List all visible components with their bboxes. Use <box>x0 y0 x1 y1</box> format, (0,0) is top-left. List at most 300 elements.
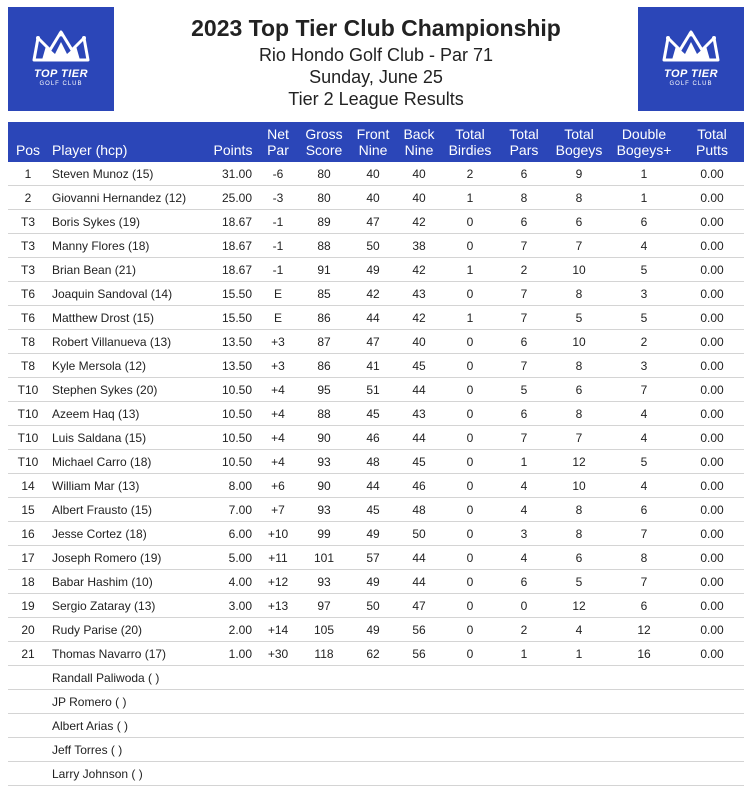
cell-birdies: 0 <box>442 210 498 234</box>
col-pos: Pos <box>8 122 48 162</box>
cell-pars: 8 <box>498 186 550 210</box>
col-front-nine: Front Nine <box>350 122 396 162</box>
cell-gross-score: 90 <box>298 426 350 450</box>
logo-text-top-tier: TOP TIER <box>33 68 89 80</box>
cell-player: Giovanni Hernandez (12) <box>48 186 208 210</box>
cell-putts: 0.00 <box>680 594 744 618</box>
cell-double-bogeys: 16 <box>608 642 680 666</box>
cell-gross-score: 95 <box>298 378 350 402</box>
cell-back-nine: 56 <box>396 642 442 666</box>
cell-front-nine: 50 <box>350 234 396 258</box>
cell-pars <box>498 666 550 690</box>
cell-double-bogeys: 6 <box>608 594 680 618</box>
cell-pos: 1 <box>8 162 48 186</box>
table-row <box>8 330 744 354</box>
cell-birdies: 0 <box>442 642 498 666</box>
cell-points: 10.50 <box>208 426 258 450</box>
cell-front-nine: 40 <box>350 186 396 210</box>
cell-double-bogeys: 5 <box>608 306 680 330</box>
cell-net-par: +12 <box>258 570 298 594</box>
cell-points <box>208 714 258 738</box>
cell-putts <box>680 762 744 786</box>
cell-front-nine: 49 <box>350 570 396 594</box>
cell-bogeys: 8 <box>550 354 608 378</box>
cell-gross-score: 85 <box>298 282 350 306</box>
cell-net-par: +14 <box>258 618 298 642</box>
cell-double-bogeys: 5 <box>608 450 680 474</box>
table-row <box>8 210 744 234</box>
cell-pos: 17 <box>8 546 48 570</box>
cell-front-nine: 49 <box>350 258 396 282</box>
cell-pos <box>8 762 48 786</box>
cell-player: Jeff Torres ( ) <box>48 738 208 762</box>
cell-pos: T10 <box>8 402 48 426</box>
cell-points: 15.50 <box>208 282 258 306</box>
cell-back-nine: 42 <box>396 258 442 282</box>
cell-bogeys: 5 <box>550 570 608 594</box>
cell-pos: 2 <box>8 186 48 210</box>
cell-player: Stephen Sykes (20) <box>48 378 208 402</box>
cell-player: JP Romero ( ) <box>48 690 208 714</box>
cell-player: Rudy Parise (20) <box>48 618 208 642</box>
table-row <box>8 282 744 306</box>
cell-bogeys <box>550 690 608 714</box>
cell-front-nine <box>350 690 396 714</box>
cell-bogeys: 9 <box>550 162 608 186</box>
cell-net-par: +4 <box>258 450 298 474</box>
cell-back-nine: 40 <box>396 186 442 210</box>
logo-text-golf-club: GOLF CLUB <box>39 81 83 87</box>
cell-bogeys: 8 <box>550 522 608 546</box>
cell-putts: 0.00 <box>680 546 744 570</box>
cell-points: 18.67 <box>208 210 258 234</box>
cell-pos: T3 <box>8 258 48 282</box>
cell-front-nine <box>350 762 396 786</box>
cell-gross-score: 88 <box>298 234 350 258</box>
cell-bogeys: 5 <box>550 306 608 330</box>
cell-pos: 19 <box>8 594 48 618</box>
cell-back-nine: 43 <box>396 402 442 426</box>
table-row <box>8 258 744 282</box>
cell-putts: 0.00 <box>680 450 744 474</box>
cell-birdies: 1 <box>442 258 498 282</box>
cell-net-par: +4 <box>258 378 298 402</box>
cell-back-nine: 44 <box>396 426 442 450</box>
cell-front-nine: 46 <box>350 426 396 450</box>
cell-back-nine: 42 <box>396 306 442 330</box>
cell-front-nine: 42 <box>350 282 396 306</box>
cell-net-par: +7 <box>258 498 298 522</box>
cell-bogeys: 8 <box>550 498 608 522</box>
table-row <box>8 738 744 762</box>
cell-back-nine: 45 <box>396 354 442 378</box>
cell-front-nine <box>350 714 396 738</box>
cell-net-par: +3 <box>258 330 298 354</box>
cell-bogeys: 6 <box>550 378 608 402</box>
cell-back-nine: 47 <box>396 594 442 618</box>
cell-pos: 18 <box>8 570 48 594</box>
cell-pos: T8 <box>8 330 48 354</box>
cell-double-bogeys: 5 <box>608 258 680 282</box>
cell-points <box>208 762 258 786</box>
cell-birdies <box>442 666 498 690</box>
cell-putts: 0.00 <box>680 186 744 210</box>
cell-putts <box>680 714 744 738</box>
cell-net-par <box>258 690 298 714</box>
cell-front-nine: 50 <box>350 594 396 618</box>
cell-pars: 6 <box>498 330 550 354</box>
crown-icon <box>28 30 94 66</box>
cell-gross-score: 86 <box>298 306 350 330</box>
cell-pos: T10 <box>8 450 48 474</box>
table-row <box>8 354 744 378</box>
cell-pars: 6 <box>498 402 550 426</box>
cell-double-bogeys: 6 <box>608 210 680 234</box>
cell-front-nine: 47 <box>350 210 396 234</box>
cell-net-par <box>258 714 298 738</box>
cell-double-bogeys: 8 <box>608 546 680 570</box>
cell-front-nine: 62 <box>350 642 396 666</box>
cell-back-nine: 44 <box>396 378 442 402</box>
cell-back-nine: 46 <box>396 474 442 498</box>
table-row <box>8 234 744 258</box>
cell-putts: 0.00 <box>680 522 744 546</box>
course-subtitle: Rio Hondo Golf Club - Par 71 <box>258 45 494 65</box>
cell-gross-score: 93 <box>298 570 350 594</box>
cell-net-par: +4 <box>258 426 298 450</box>
col-player: Player (hcp) <box>48 122 208 162</box>
cell-birdies: 0 <box>442 450 498 474</box>
cell-net-par: -1 <box>258 210 298 234</box>
cell-front-nine: 49 <box>350 618 396 642</box>
cell-front-nine: 49 <box>350 522 396 546</box>
cell-back-nine: 40 <box>396 330 442 354</box>
cell-player: Steven Munoz (15) <box>48 162 208 186</box>
cell-back-nine: 56 <box>396 618 442 642</box>
cell-gross-score: 87 <box>298 330 350 354</box>
cell-bogeys: 7 <box>550 426 608 450</box>
cell-birdies: 0 <box>442 594 498 618</box>
cell-birdies: 0 <box>442 546 498 570</box>
cell-double-bogeys: 3 <box>608 282 680 306</box>
col-total-birdies: Total Birdies <box>442 122 498 162</box>
cell-bogeys: 10 <box>550 330 608 354</box>
cell-front-nine: 44 <box>350 306 396 330</box>
cell-pos: 21 <box>8 642 48 666</box>
cell-gross-score: 93 <box>298 450 350 474</box>
cell-gross-score: 80 <box>298 162 350 186</box>
logo-text-golf-club: GOLF CLUB <box>669 81 713 87</box>
cell-birdies: 0 <box>442 402 498 426</box>
cell-gross-score: 93 <box>298 498 350 522</box>
cell-pars: 7 <box>498 426 550 450</box>
cell-putts: 0.00 <box>680 330 744 354</box>
cell-pos <box>8 738 48 762</box>
cell-back-nine: 38 <box>396 234 442 258</box>
cell-gross-score: 101 <box>298 546 350 570</box>
cell-double-bogeys: 4 <box>608 234 680 258</box>
cell-points: 10.50 <box>208 450 258 474</box>
cell-player: Jesse Cortez (18) <box>48 522 208 546</box>
cell-points: 2.00 <box>208 618 258 642</box>
cell-back-nine <box>396 738 442 762</box>
cell-points <box>208 666 258 690</box>
cell-player: Larry Johnson ( ) <box>48 762 208 786</box>
cell-player: Sergio Zataray (13) <box>48 594 208 618</box>
cell-points: 4.00 <box>208 570 258 594</box>
cell-back-nine <box>396 690 442 714</box>
cell-bogeys <box>550 738 608 762</box>
cell-putts: 0.00 <box>680 234 744 258</box>
league-name: Tier 2 League Results <box>288 89 464 109</box>
cell-player: Azeem Haq (13) <box>48 402 208 426</box>
cell-front-nine: 40 <box>350 162 396 186</box>
header-row <box>8 122 744 162</box>
event-date: Sunday, June 25 <box>309 67 443 87</box>
cell-birdies: 1 <box>442 306 498 330</box>
cell-double-bogeys: 3 <box>608 354 680 378</box>
cell-birdies: 0 <box>442 570 498 594</box>
table-row <box>8 690 744 714</box>
cell-bogeys: 7 <box>550 234 608 258</box>
club-logo-left <box>8 7 114 111</box>
cell-double-bogeys: 4 <box>608 426 680 450</box>
cell-bogeys <box>550 666 608 690</box>
cell-double-bogeys <box>608 690 680 714</box>
cell-pars <box>498 714 550 738</box>
cell-points: 25.00 <box>208 186 258 210</box>
cell-gross-score: 91 <box>298 258 350 282</box>
cell-pars <box>498 690 550 714</box>
table-row <box>8 162 744 186</box>
cell-front-nine <box>350 666 396 690</box>
table-row <box>8 426 744 450</box>
cell-gross-score <box>298 714 350 738</box>
cell-player: Joseph Romero (19) <box>48 546 208 570</box>
cell-back-nine: 42 <box>396 210 442 234</box>
cell-back-nine: 50 <box>396 522 442 546</box>
cell-putts: 0.00 <box>680 618 744 642</box>
table-row <box>8 618 744 642</box>
cell-bogeys: 6 <box>550 210 608 234</box>
cell-pos: T6 <box>8 282 48 306</box>
cell-points: 15.50 <box>208 306 258 330</box>
cell-birdies: 0 <box>442 234 498 258</box>
table-row <box>8 570 744 594</box>
cell-back-nine: 48 <box>396 498 442 522</box>
cell-pos: 16 <box>8 522 48 546</box>
cell-net-par: +3 <box>258 354 298 378</box>
cell-putts <box>680 690 744 714</box>
cell-double-bogeys: 1 <box>608 186 680 210</box>
cell-birdies: 0 <box>442 498 498 522</box>
cell-pos: 15 <box>8 498 48 522</box>
cell-bogeys: 12 <box>550 450 608 474</box>
cell-pos: 14 <box>8 474 48 498</box>
col-back-nine: Back Nine <box>396 122 442 162</box>
cell-birdies <box>442 762 498 786</box>
cell-pars: 1 <box>498 450 550 474</box>
cell-back-nine <box>396 666 442 690</box>
cell-pos: T3 <box>8 234 48 258</box>
cell-back-nine <box>396 762 442 786</box>
cell-pars: 4 <box>498 474 550 498</box>
cell-front-nine: 47 <box>350 330 396 354</box>
cell-pars <box>498 762 550 786</box>
cell-front-nine: 45 <box>350 402 396 426</box>
col-net-par: Net Par <box>258 122 298 162</box>
cell-double-bogeys <box>608 666 680 690</box>
cell-back-nine <box>396 714 442 738</box>
col-total-putts: Total Putts <box>680 122 744 162</box>
cell-birdies: 0 <box>442 618 498 642</box>
cell-player: Albert Arias ( ) <box>48 714 208 738</box>
cell-front-nine: 41 <box>350 354 396 378</box>
cell-pars <box>498 738 550 762</box>
table-row <box>8 306 744 330</box>
cell-putts: 0.00 <box>680 354 744 378</box>
cell-birdies: 1 <box>442 186 498 210</box>
cell-double-bogeys: 1 <box>608 162 680 186</box>
cell-pos: T6 <box>8 306 48 330</box>
cell-double-bogeys: 4 <box>608 474 680 498</box>
cell-pars: 4 <box>498 546 550 570</box>
col-double-bogeys: Double Bogeys+ <box>608 122 680 162</box>
cell-pars: 7 <box>498 282 550 306</box>
cell-putts <box>680 738 744 762</box>
cell-birdies: 0 <box>442 522 498 546</box>
cell-putts: 0.00 <box>680 642 744 666</box>
cell-player: Robert Villanueva (13) <box>48 330 208 354</box>
cell-pars: 7 <box>498 306 550 330</box>
cell-birdies: 0 <box>442 378 498 402</box>
col-points: Points <box>208 122 258 162</box>
cell-net-par: +6 <box>258 474 298 498</box>
cell-putts: 0.00 <box>680 474 744 498</box>
cell-points: 18.67 <box>208 258 258 282</box>
cell-pars: 3 <box>498 522 550 546</box>
cell-pos <box>8 714 48 738</box>
table-row <box>8 450 744 474</box>
col-total-pars: Total Pars <box>498 122 550 162</box>
cell-pars: 4 <box>498 498 550 522</box>
cell-player: Luis Saldana (15) <box>48 426 208 450</box>
cell-bogeys: 8 <box>550 282 608 306</box>
cell-net-par <box>258 738 298 762</box>
table-row <box>8 186 744 210</box>
cell-net-par: +10 <box>258 522 298 546</box>
page-title: 2023 Top Tier Club Championship <box>191 15 561 41</box>
cell-pos <box>8 690 48 714</box>
cell-pars: 6 <box>498 162 550 186</box>
cell-putts <box>680 666 744 690</box>
cell-double-bogeys <box>608 738 680 762</box>
cell-bogeys: 4 <box>550 618 608 642</box>
cell-net-par: -1 <box>258 234 298 258</box>
cell-net-par: +4 <box>258 402 298 426</box>
cell-birdies: 2 <box>442 162 498 186</box>
cell-gross-score <box>298 738 350 762</box>
cell-back-nine: 44 <box>396 570 442 594</box>
cell-player: Matthew Drost (15) <box>48 306 208 330</box>
cell-gross-score: 90 <box>298 474 350 498</box>
cell-birdies: 0 <box>442 474 498 498</box>
cell-front-nine: 44 <box>350 474 396 498</box>
cell-pars: 5 <box>498 378 550 402</box>
cell-birdies: 0 <box>442 426 498 450</box>
cell-birdies: 0 <box>442 330 498 354</box>
cell-double-bogeys <box>608 714 680 738</box>
cell-back-nine: 43 <box>396 282 442 306</box>
cell-pars: 7 <box>498 354 550 378</box>
cell-bogeys <box>550 714 608 738</box>
logo-text-top-tier: TOP TIER <box>663 68 719 80</box>
cell-player: William Mar (13) <box>48 474 208 498</box>
cell-points: 13.50 <box>208 330 258 354</box>
page-header <box>120 12 632 110</box>
table-row <box>8 378 744 402</box>
cell-double-bogeys: 2 <box>608 330 680 354</box>
cell-points: 10.50 <box>208 402 258 426</box>
cell-birdies <box>442 738 498 762</box>
table-row <box>8 474 744 498</box>
table-row <box>8 402 744 426</box>
cell-player: Michael Carro (18) <box>48 450 208 474</box>
cell-player: Babar Hashim (10) <box>48 570 208 594</box>
cell-bogeys: 1 <box>550 642 608 666</box>
cell-pars: 7 <box>498 234 550 258</box>
cell-putts: 0.00 <box>680 258 744 282</box>
cell-putts: 0.00 <box>680 282 744 306</box>
cell-points: 18.67 <box>208 234 258 258</box>
cell-points: 7.00 <box>208 498 258 522</box>
table-row <box>8 642 744 666</box>
crown-icon <box>658 30 724 66</box>
cell-birdies: 0 <box>442 354 498 378</box>
cell-points: 3.00 <box>208 594 258 618</box>
cell-pars: 0 <box>498 594 550 618</box>
cell-putts: 0.00 <box>680 210 744 234</box>
cell-net-par: -3 <box>258 186 298 210</box>
cell-putts: 0.00 <box>680 570 744 594</box>
cell-bogeys: 8 <box>550 186 608 210</box>
cell-player: Albert Frausto (15) <box>48 498 208 522</box>
cell-player: Brian Bean (21) <box>48 258 208 282</box>
cell-birdies <box>442 714 498 738</box>
cell-double-bogeys: 6 <box>608 498 680 522</box>
cell-gross-score <box>298 690 350 714</box>
cell-net-par: +11 <box>258 546 298 570</box>
cell-putts: 0.00 <box>680 306 744 330</box>
table-row <box>8 762 744 786</box>
cell-bogeys: 10 <box>550 258 608 282</box>
cell-net-par: +30 <box>258 642 298 666</box>
cell-points: 10.50 <box>208 378 258 402</box>
cell-gross-score: 89 <box>298 210 350 234</box>
cell-gross-score: 88 <box>298 402 350 426</box>
cell-player: Manny Flores (18) <box>48 234 208 258</box>
cell-back-nine: 44 <box>396 546 442 570</box>
cell-double-bogeys <box>608 762 680 786</box>
cell-gross-score <box>298 666 350 690</box>
cell-double-bogeys: 7 <box>608 570 680 594</box>
cell-double-bogeys: 12 <box>608 618 680 642</box>
table-row <box>8 546 744 570</box>
cell-net-par: -6 <box>258 162 298 186</box>
cell-birdies <box>442 690 498 714</box>
table-row <box>8 522 744 546</box>
cell-gross-score: 86 <box>298 354 350 378</box>
